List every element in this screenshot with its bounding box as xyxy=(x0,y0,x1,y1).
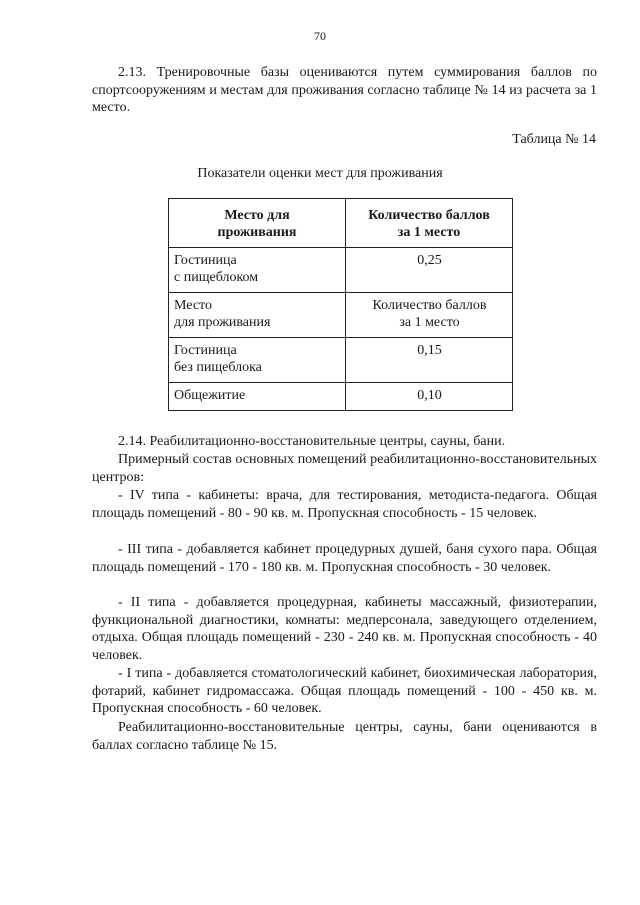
table-row xyxy=(169,383,513,411)
type-ii-item: - II типа - добавляется процедурная, кабинеты массажный, физиотерапии, функциональной диагностики, комнаты: медперсонала, заведующего отделением, отдыха. Общая площадь помещений - 230 - 240 кв. м. Пропускная способность - 40 человек. xyxy=(92,595,597,663)
place-cell: Гостиница без пищеблока xyxy=(169,338,346,383)
table-row xyxy=(169,338,513,383)
place-cell: Гостиница с пищеблоком xyxy=(169,248,346,293)
page-number: 70 xyxy=(314,29,326,43)
header-score: Количество баллов за 1 место xyxy=(346,199,513,248)
section-2-14-closing: Реабилитационно-восстановительные центры, сауны, бани оцениваются в баллах согласно таблице № 15. xyxy=(92,720,597,753)
header-place: Место для проживания xyxy=(169,199,346,248)
section-2-14-heading: 2.14. Реабилитационно-восстановительные центры, сауны, бани. xyxy=(118,434,506,449)
type-i-item: - I типа - добавляется стоматологический кабинет, биохимическая лаборатория, фотарий, кабинет гидромассажа. Общая площадь помещений - 100 - 450 кв. м. Пропускная способность - 60 человек. xyxy=(92,666,597,716)
scoring-table xyxy=(168,198,513,411)
table-row xyxy=(169,293,513,338)
type-iii-item: - III типа - добавляется кабинет процедурных душей, баня сухого пара. Общая площадь помещений - 170 - 180 кв. м. Пропускная способность - 30 человек. xyxy=(92,542,597,575)
table-label: Таблица № 14 xyxy=(512,132,596,147)
value-cell: 0,25 xyxy=(346,248,513,293)
value-cell: 0,10 xyxy=(346,383,513,411)
place-cell: Место для проживания xyxy=(169,293,346,338)
value-cell: 0,15 xyxy=(346,338,513,383)
section-2-14-intro: Примерный состав основных помещений реабилитационно-восстановительных центров: xyxy=(92,452,597,485)
place-cell: Общежитие xyxy=(169,383,346,411)
table-row xyxy=(169,248,513,293)
section-2-13-paragraph: 2.13. Тренировочные базы оцениваются путем суммирования баллов по спортсооружениям и местам для проживания согласно таблице № 14 из расчета за 1 место. xyxy=(92,65,597,115)
type-iv-item: - IV типа - кабинеты: врача, для тестирования, методиста-педагога. Общая площадь помещений - 80 - 90 кв. м. Пропускная способность - 15 человек. xyxy=(92,488,597,521)
table-header-row xyxy=(169,199,513,248)
value-cell: Количество баллов за 1 место xyxy=(346,293,513,338)
table-title: Показатели оценки мест для проживания xyxy=(197,166,443,181)
